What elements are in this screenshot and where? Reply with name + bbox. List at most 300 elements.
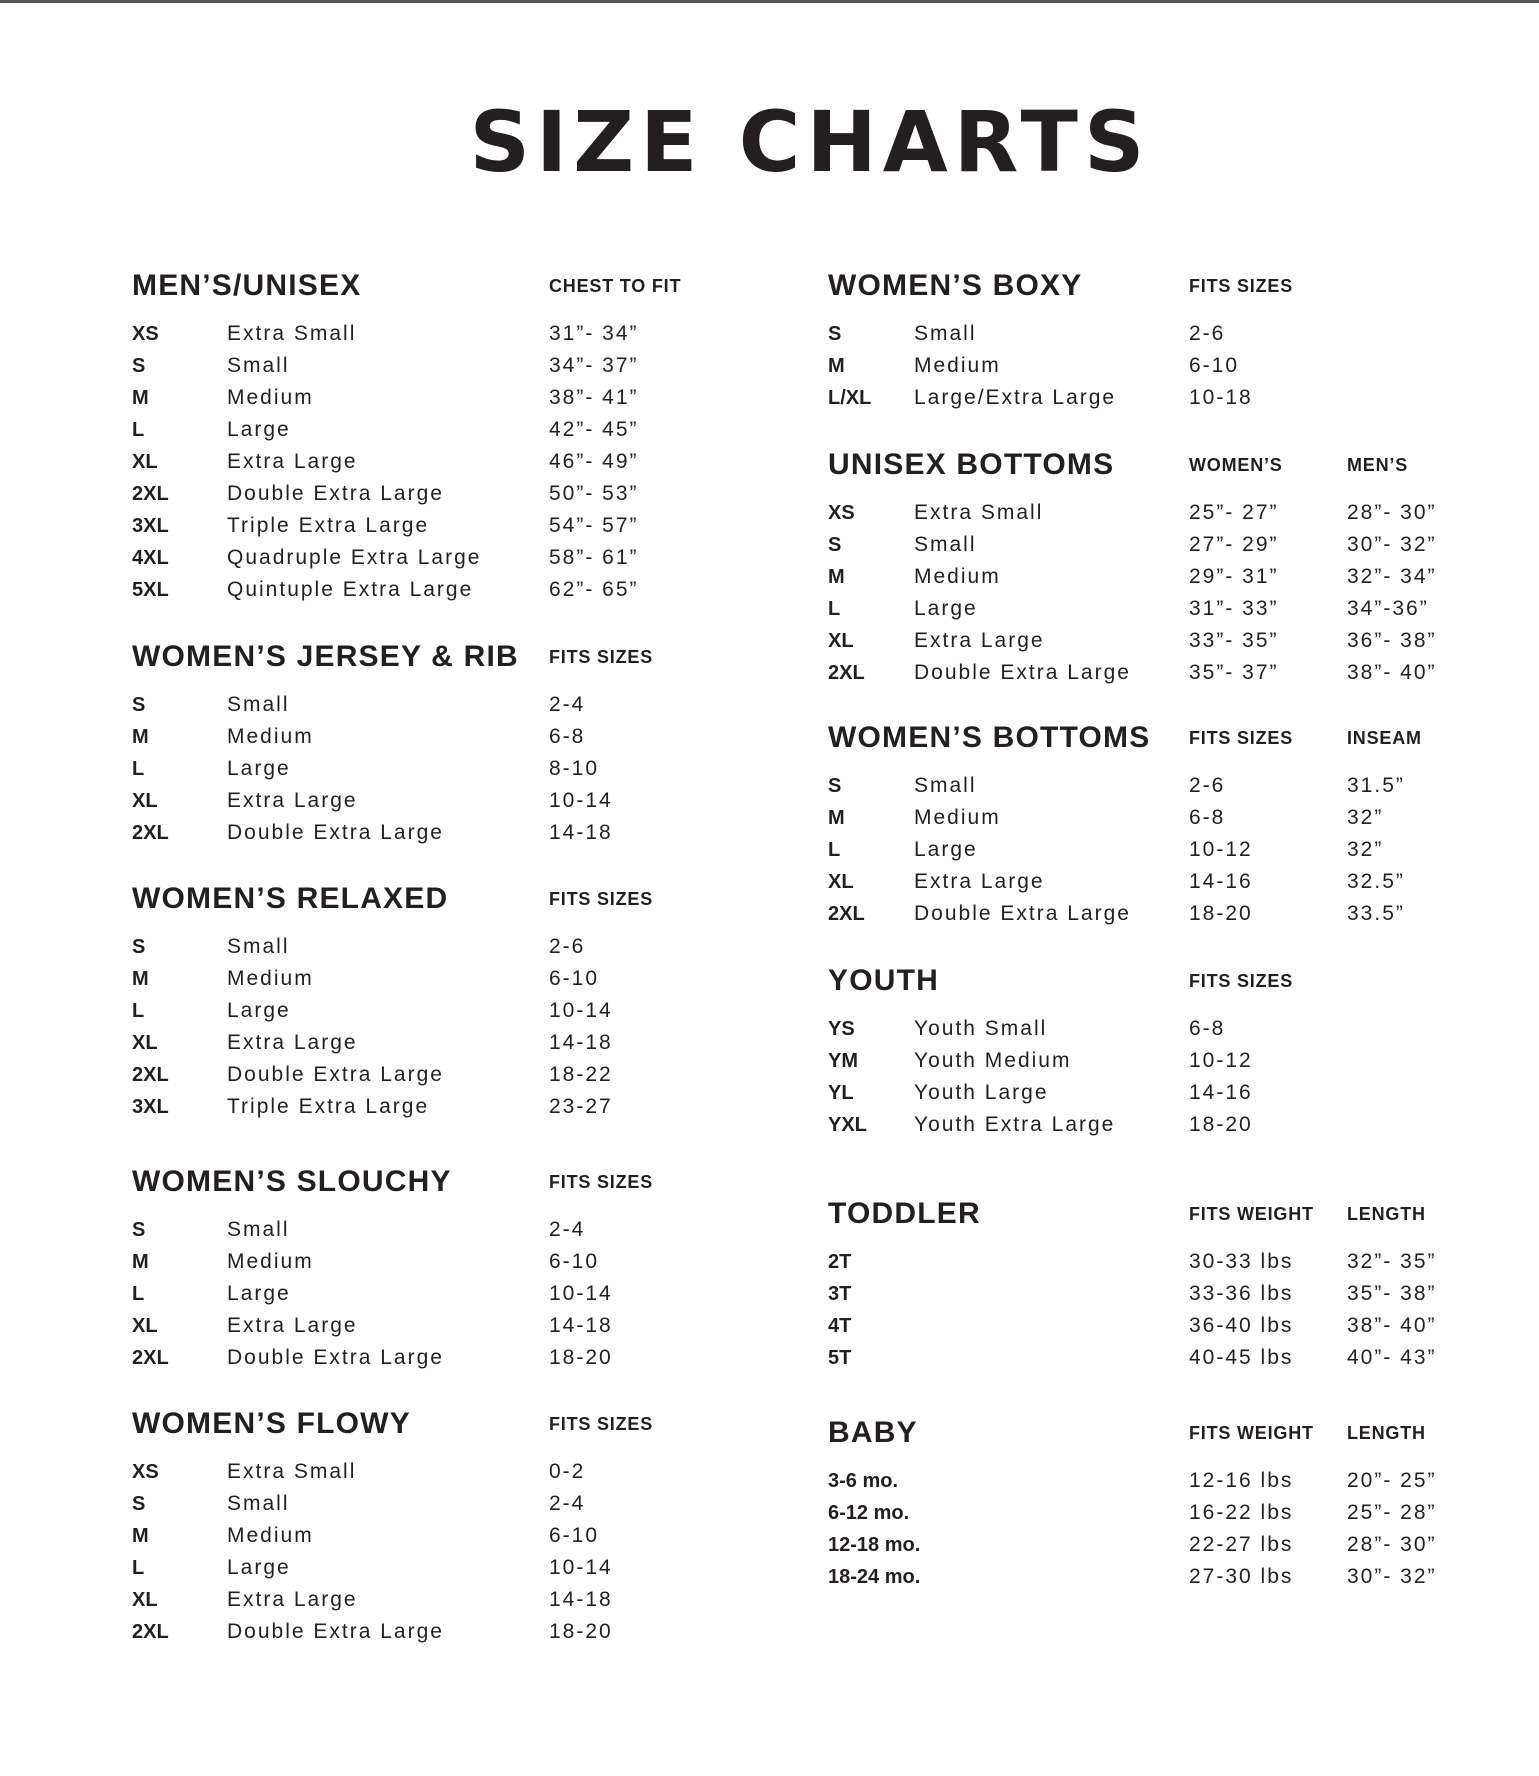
size-code: 5XL [132, 579, 169, 601]
size-row [132, 1584, 832, 1616]
size-code: 3-6 mo. [828, 1470, 899, 1492]
size-row [132, 1091, 832, 1123]
size-row [828, 770, 1528, 802]
size-name: Youth Small [914, 1017, 1048, 1040]
size-value: 18-20 [1189, 1113, 1253, 1136]
size-section-youth [828, 961, 1528, 1141]
size-name: Triple Extra Large [227, 1095, 430, 1118]
size-value-secondary: 34”-36” [1347, 597, 1429, 620]
size-name: Double Extra Large [227, 1063, 444, 1086]
size-code: 2XL [132, 483, 169, 505]
size-row [132, 382, 832, 414]
size-name: Medium [914, 565, 1001, 588]
size-value-secondary: 32” [1347, 838, 1384, 861]
size-rows [132, 1214, 832, 1374]
size-value-secondary: 33.5” [1347, 902, 1405, 925]
size-value: 6-10 [1189, 354, 1240, 377]
size-name: Quadruple Extra Large [227, 546, 482, 569]
size-code: M [132, 1251, 149, 1273]
size-value: 6-10 [549, 967, 600, 990]
size-code: YXL [828, 1114, 867, 1136]
size-section-toddler [828, 1194, 1528, 1374]
size-value: 6-8 [1189, 1017, 1226, 1040]
size-name: Small [914, 322, 977, 345]
size-code: M [132, 726, 149, 748]
size-value-secondary: 38”- 40” [1347, 1314, 1437, 1337]
size-value: 54”- 57” [549, 514, 639, 537]
size-code: XL [132, 790, 158, 812]
size-value: 23-27 [549, 1095, 613, 1118]
size-code: 3T [828, 1283, 852, 1305]
size-name: Triple Extra Large [227, 514, 430, 537]
size-name: Medium [227, 1524, 314, 1547]
size-code: 3XL [132, 1096, 169, 1118]
size-name: Large [227, 757, 291, 780]
size-name: Extra Small [914, 501, 1044, 524]
size-code: 2XL [132, 1621, 169, 1643]
column-header: FITS SIZES [1189, 276, 1294, 296]
section-title: WOMEN’S SLOUCHY [132, 1165, 452, 1198]
size-value: 27-30 lbs [1189, 1565, 1294, 1588]
size-name: Medium [227, 386, 314, 409]
size-code: M [132, 1525, 149, 1547]
size-code: L [132, 1000, 145, 1022]
size-value: 50”- 53” [549, 482, 639, 505]
section-title: WOMEN’S JERSEY & RIB [132, 640, 519, 673]
size-section-mens-unisex [132, 266, 832, 606]
size-code: XS [132, 323, 159, 345]
size-name: Small [227, 693, 290, 716]
size-row [132, 446, 832, 478]
size-code: XL [828, 871, 854, 893]
size-code: 3XL [132, 515, 169, 537]
section-title: WOMEN’S BOTTOMS [828, 721, 1151, 754]
size-value: 27”- 29” [1189, 533, 1279, 556]
size-value-secondary: 25”- 28” [1347, 1501, 1437, 1524]
column-header: FITS SIZES [549, 1172, 654, 1192]
section-title: YOUTH [828, 964, 939, 997]
size-name: Large/Extra Large [914, 386, 1117, 409]
size-row [132, 689, 832, 721]
size-value-secondary: 30”- 32” [1347, 533, 1437, 556]
column-header: INSEAM [1347, 728, 1422, 748]
size-row [828, 561, 1528, 593]
size-code: S [132, 1493, 146, 1515]
size-row [132, 574, 832, 606]
size-rows [828, 497, 1528, 689]
size-name: Youth Medium [914, 1049, 1072, 1072]
size-code: YL [828, 1082, 854, 1104]
size-row [828, 1342, 1528, 1374]
size-name: Small [227, 1218, 290, 1241]
section-title: WOMEN’S FLOWY [132, 1407, 411, 1440]
size-value: 14-18 [549, 821, 613, 844]
column-header: WOMEN’S [1189, 455, 1283, 475]
size-section-womens-bottoms [828, 718, 1528, 930]
size-row [132, 817, 832, 849]
size-value-secondary: 28”- 30” [1347, 501, 1437, 524]
column-header: CHEST TO FIT [549, 276, 682, 296]
size-row [132, 1456, 832, 1488]
size-row [132, 414, 832, 446]
size-name: Quintuple Extra Large [227, 578, 474, 601]
size-code: L [132, 1557, 145, 1579]
size-row [132, 1616, 832, 1648]
size-value: 33-36 lbs [1189, 1282, 1294, 1305]
column-header: FITS SIZES [1189, 971, 1294, 991]
size-row [132, 1520, 832, 1552]
section-header [132, 637, 832, 677]
size-row [132, 1246, 832, 1278]
size-rows [828, 1246, 1528, 1374]
size-code: S [828, 323, 842, 345]
size-row [828, 1013, 1528, 1045]
size-name: Double Extra Large [227, 1620, 444, 1643]
size-row [132, 1278, 832, 1310]
size-row [132, 1342, 832, 1374]
size-row [828, 382, 1528, 414]
size-name: Extra Large [227, 1588, 358, 1611]
size-code: 2XL [132, 822, 169, 844]
size-name: Small [227, 354, 290, 377]
size-value: 46”- 49” [549, 450, 639, 473]
size-value-secondary: 38”- 40” [1347, 661, 1437, 684]
size-rows [132, 689, 832, 849]
size-code: XS [132, 1461, 159, 1483]
column-header: LENGTH [1347, 1204, 1426, 1224]
size-value: 40-45 lbs [1189, 1346, 1294, 1369]
size-row [132, 721, 832, 753]
size-rows [132, 1456, 832, 1648]
size-code: XL [132, 1032, 158, 1054]
size-name: Extra Large [227, 789, 358, 812]
size-value: 6-10 [549, 1250, 600, 1273]
size-row [828, 1045, 1528, 1077]
size-rows [132, 318, 832, 606]
size-value: 6-8 [1189, 806, 1226, 829]
size-row [132, 995, 832, 1027]
size-row [132, 350, 832, 382]
size-value-secondary: 28”- 30” [1347, 1533, 1437, 1556]
size-row [828, 1109, 1528, 1141]
size-value: 58”- 61” [549, 546, 639, 569]
size-name: Medium [914, 354, 1001, 377]
size-name: Extra Small [227, 322, 357, 345]
page-title: SIZE CHARTS [469, 93, 1151, 191]
size-value: 10-14 [549, 1556, 613, 1579]
size-code: 6-12 mo. [828, 1502, 910, 1524]
size-name: Large [227, 1282, 291, 1305]
size-rows [828, 770, 1528, 930]
size-name: Youth Extra Large [914, 1113, 1116, 1136]
size-row [132, 1059, 832, 1091]
size-value: 35”- 37” [1189, 661, 1279, 684]
size-name: Extra Large [914, 629, 1045, 652]
size-section-unisex-bottoms [828, 445, 1528, 689]
size-row [132, 1214, 832, 1246]
size-value: 10-14 [549, 999, 613, 1022]
column-header: FITS WEIGHT [1189, 1423, 1314, 1443]
size-value: 29”- 31” [1189, 565, 1279, 588]
size-value-secondary: 36”- 38” [1347, 629, 1437, 652]
size-value: 2-6 [1189, 774, 1226, 797]
size-code: M [132, 968, 149, 990]
size-value: 0-2 [549, 1460, 586, 1483]
size-value: 18-20 [549, 1346, 613, 1369]
size-value: 25”- 27” [1189, 501, 1279, 524]
size-row [132, 1027, 832, 1059]
size-rows [132, 931, 832, 1123]
size-code: 12-18 mo. [828, 1534, 921, 1556]
size-code: XL [828, 630, 854, 652]
size-name: Large [227, 418, 291, 441]
size-value: 14-18 [549, 1031, 613, 1054]
size-row [828, 625, 1528, 657]
size-code: 18-24 mo. [828, 1566, 921, 1588]
size-rows [828, 318, 1528, 414]
section-title: UNISEX BOTTOMS [828, 448, 1115, 481]
size-name: Double Extra Large [227, 821, 444, 844]
column-header: FITS SIZES [549, 1414, 654, 1434]
column-header: LENGTH [1347, 1423, 1426, 1443]
size-section-womens-flowy [132, 1404, 832, 1648]
size-row [132, 753, 832, 785]
size-row [132, 318, 832, 350]
size-row [132, 1488, 832, 1520]
size-code: L [132, 1283, 145, 1305]
size-name: Double Extra Large [914, 661, 1131, 684]
size-value: 2-4 [549, 693, 586, 716]
size-code: 2XL [132, 1347, 169, 1369]
size-value: 42”- 45” [549, 418, 639, 441]
size-value: 6-8 [549, 725, 586, 748]
size-name: Small [227, 1492, 290, 1515]
size-value: 62”- 65” [549, 578, 639, 601]
size-name: Extra Large [227, 450, 358, 473]
size-value: 34”- 37” [549, 354, 639, 377]
size-row [828, 1310, 1528, 1342]
size-code: L [132, 419, 145, 441]
size-row [828, 529, 1528, 561]
section-title: WOMEN’S RELAXED [132, 882, 449, 915]
size-row [828, 1465, 1528, 1497]
size-row [828, 350, 1528, 382]
size-row [132, 931, 832, 963]
size-name: Medium [227, 967, 314, 990]
section-header [132, 266, 832, 306]
size-row [132, 1310, 832, 1342]
size-row [132, 963, 832, 995]
size-code: S [828, 775, 842, 797]
size-name: Extra Large [227, 1314, 358, 1337]
size-value: 30-33 lbs [1189, 1250, 1294, 1273]
size-code: 2XL [828, 903, 865, 925]
column-header: FITS WEIGHT [1189, 1204, 1314, 1224]
section-title: BABY [828, 1416, 918, 1449]
column-header: FITS SIZES [1189, 728, 1294, 748]
size-value-secondary: 32”- 35” [1347, 1250, 1437, 1273]
size-code: XL [132, 1315, 158, 1337]
size-row [828, 1246, 1528, 1278]
size-code: M [132, 387, 149, 409]
size-row [828, 1497, 1528, 1529]
size-name: Large [914, 838, 978, 861]
column-header: MEN’S [1347, 455, 1409, 475]
size-value: 6-10 [549, 1524, 600, 1547]
size-code: L [828, 839, 841, 861]
size-section-womens-slouchy [132, 1162, 832, 1374]
size-section-baby [828, 1413, 1528, 1593]
size-name: Medium [227, 725, 314, 748]
size-row [828, 1529, 1528, 1561]
size-code: YS [828, 1018, 855, 1040]
size-code: S [132, 1219, 146, 1241]
size-value-secondary: 32” [1347, 806, 1384, 829]
size-name: Medium [914, 806, 1001, 829]
size-value: 2-4 [549, 1218, 586, 1241]
section-header [828, 961, 1528, 1001]
size-code: 2T [828, 1251, 852, 1273]
size-value: 18-22 [549, 1063, 613, 1086]
section-header [828, 1194, 1528, 1234]
size-value: 14-18 [549, 1314, 613, 1337]
size-code: L/XL [828, 387, 872, 409]
section-header [828, 1413, 1528, 1453]
size-row [828, 1561, 1528, 1593]
size-name: Small [914, 774, 977, 797]
size-value: 31”- 34” [549, 322, 639, 345]
size-name: Small [914, 533, 977, 556]
size-name: Double Extra Large [227, 482, 444, 505]
size-code: 4T [828, 1315, 852, 1337]
size-code: 2XL [132, 1064, 169, 1086]
size-row [132, 478, 832, 510]
size-value: 18-20 [1189, 902, 1253, 925]
size-name: Youth Large [914, 1081, 1049, 1104]
size-name: Large [914, 597, 978, 620]
size-value-secondary: 31.5” [1347, 774, 1405, 797]
size-row [828, 834, 1528, 866]
size-value: 14-16 [1189, 870, 1253, 893]
size-row [132, 1552, 832, 1584]
size-code: L [828, 598, 841, 620]
size-code: S [828, 534, 842, 556]
size-rows [828, 1465, 1528, 1593]
size-value: 10-18 [1189, 386, 1253, 409]
size-row [828, 318, 1528, 350]
size-value: 2-4 [549, 1492, 586, 1515]
size-code: XL [132, 1589, 158, 1611]
size-name: Extra Large [227, 1031, 358, 1054]
size-code: 5T [828, 1347, 852, 1369]
size-value: 10-14 [549, 1282, 613, 1305]
size-name: Double Extra Large [914, 902, 1131, 925]
size-row [828, 866, 1528, 898]
size-row [828, 497, 1528, 529]
size-code: XL [132, 451, 158, 473]
size-value: 12-16 lbs [1189, 1469, 1294, 1492]
size-code: XS [828, 502, 855, 524]
size-code: M [828, 807, 845, 829]
size-name: Large [227, 999, 291, 1022]
top-rule [0, 0, 1539, 3]
size-value-secondary: 32.5” [1347, 870, 1405, 893]
section-header [132, 879, 832, 919]
size-section-womens-jersey-and-rib [132, 637, 832, 849]
section-header [132, 1162, 832, 1202]
section-title: WOMEN’S BOXY [828, 269, 1083, 302]
size-name: Extra Small [227, 1460, 357, 1483]
size-value-secondary: 30”- 32” [1347, 1565, 1437, 1588]
size-value: 8-10 [549, 757, 600, 780]
size-code: 2XL [828, 662, 865, 684]
size-value: 10-12 [1189, 838, 1253, 861]
size-name: Double Extra Large [227, 1346, 444, 1369]
column-header: FITS SIZES [549, 889, 654, 909]
section-title: TODDLER [828, 1197, 981, 1230]
size-row [828, 1278, 1528, 1310]
size-row [828, 1077, 1528, 1109]
size-value: 14-18 [549, 1588, 613, 1611]
size-code: S [132, 936, 146, 958]
size-code: YM [828, 1050, 858, 1072]
size-name: Small [227, 935, 290, 958]
size-value: 14-16 [1189, 1081, 1253, 1104]
size-value: 22-27 lbs [1189, 1533, 1294, 1556]
size-row [132, 510, 832, 542]
size-row [132, 542, 832, 574]
section-title: MEN’S/UNISEX [132, 269, 362, 302]
size-value: 2-6 [549, 935, 586, 958]
section-header [828, 266, 1528, 306]
size-value: 36-40 lbs [1189, 1314, 1294, 1337]
size-code: M [828, 355, 845, 377]
size-code: S [132, 694, 146, 716]
size-value: 10-12 [1189, 1049, 1253, 1072]
size-value: 16-22 lbs [1189, 1501, 1294, 1524]
size-code: M [828, 566, 845, 588]
size-row [828, 898, 1528, 930]
size-code: L [132, 758, 145, 780]
size-row [828, 802, 1528, 834]
size-value: 18-20 [549, 1620, 613, 1643]
size-row [828, 657, 1528, 689]
size-value: 38”- 41” [549, 386, 639, 409]
section-header [828, 445, 1528, 485]
size-value: 2-6 [1189, 322, 1226, 345]
size-value-secondary: 32”- 34” [1347, 565, 1437, 588]
size-code: 4XL [132, 547, 169, 569]
size-rows [828, 1013, 1528, 1141]
size-name: Medium [227, 1250, 314, 1273]
size-value-secondary: 40”- 43” [1347, 1346, 1437, 1369]
size-value-secondary: 20”- 25” [1347, 1469, 1437, 1492]
size-value: 33”- 35” [1189, 629, 1279, 652]
size-row [132, 785, 832, 817]
size-section-womens-relaxed [132, 879, 832, 1123]
size-name: Large [227, 1556, 291, 1579]
size-row [828, 593, 1528, 625]
size-code: S [132, 355, 146, 377]
column-header: FITS SIZES [549, 647, 654, 667]
size-value-secondary: 35”- 38” [1347, 1282, 1437, 1305]
section-header [828, 718, 1528, 758]
size-section-womens-boxy [828, 266, 1528, 414]
size-name: Extra Large [914, 870, 1045, 893]
size-value: 31”- 33” [1189, 597, 1279, 620]
section-header [132, 1404, 832, 1444]
size-value: 10-14 [549, 789, 613, 812]
